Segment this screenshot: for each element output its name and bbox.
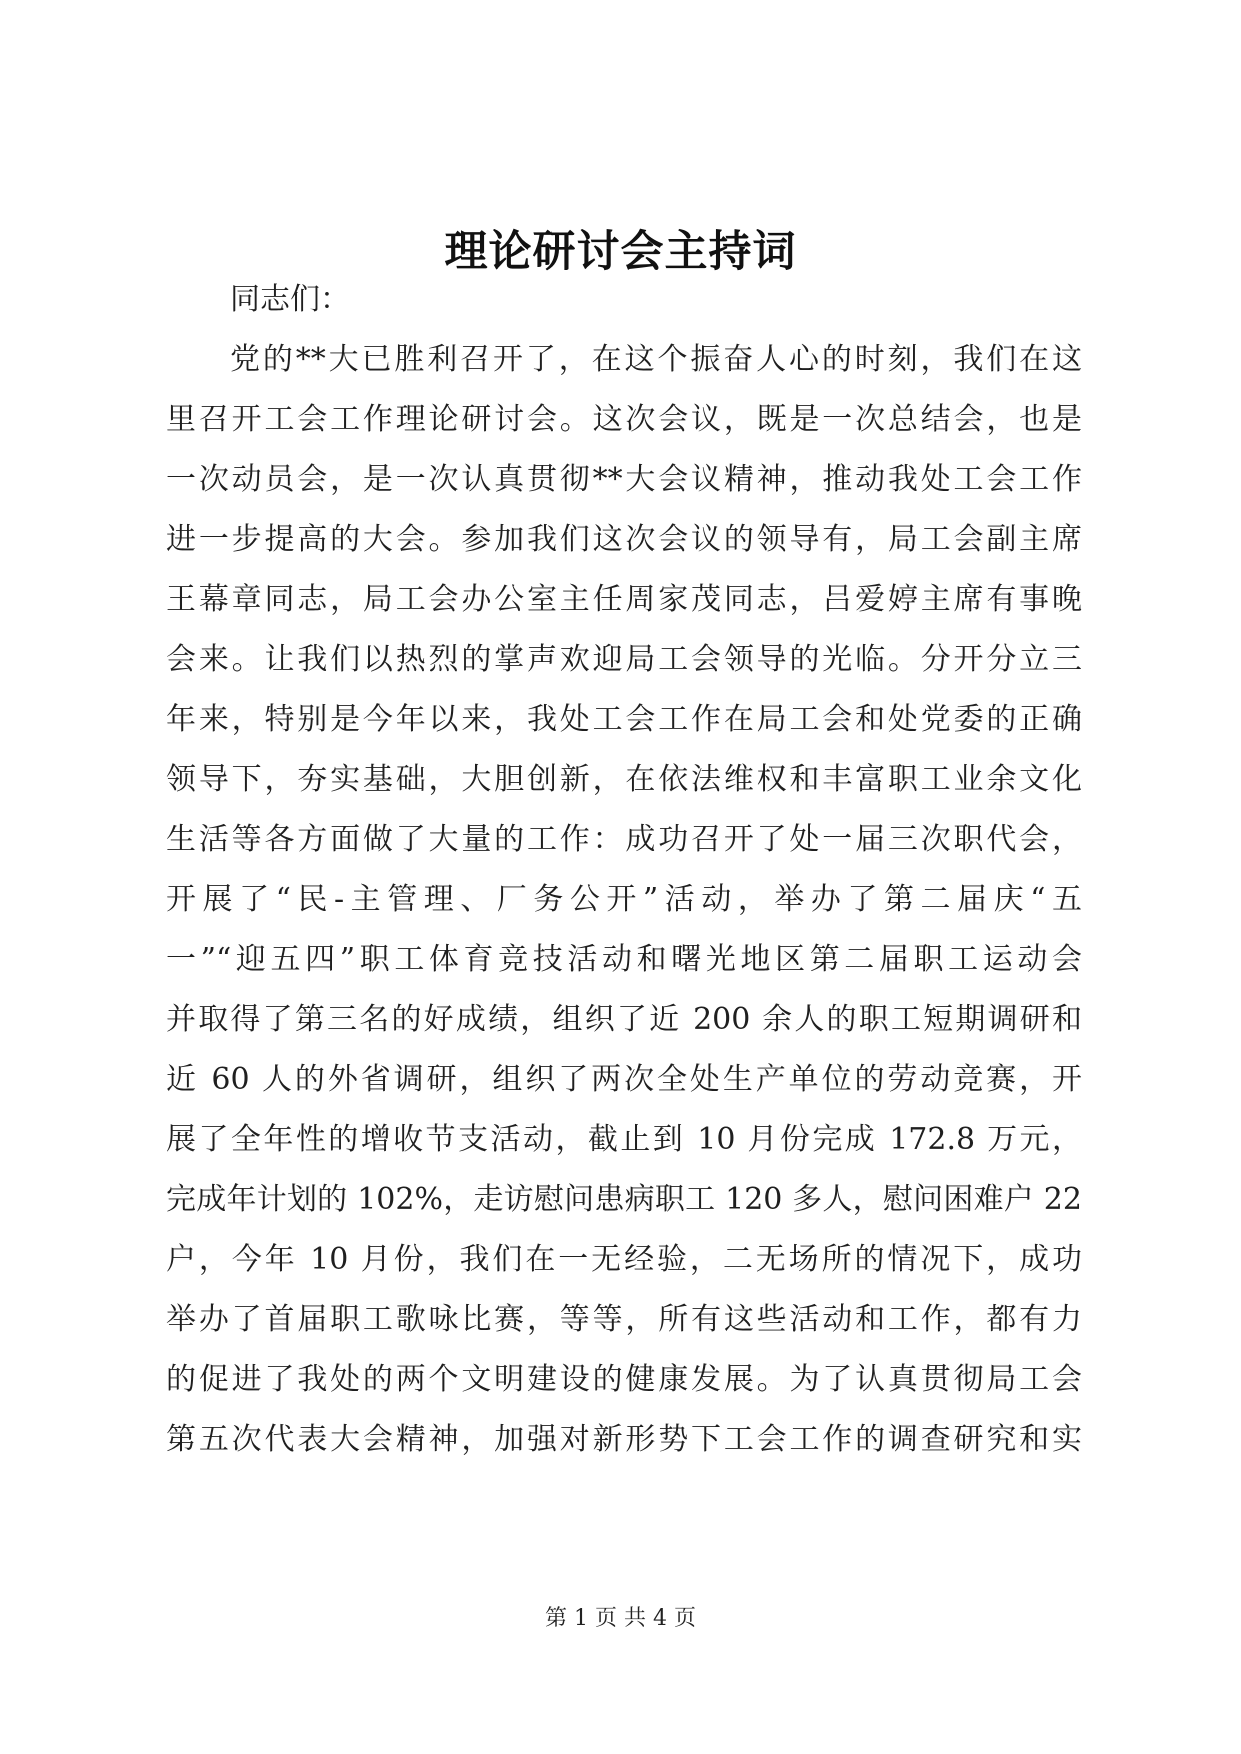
paragraph-line: 领导下，夯实基础，大胆创新，在依法维权和丰富职工业余文化 <box>166 762 1082 797</box>
page-footer <box>0 1604 1241 1634</box>
salutation: 同志们： <box>230 282 350 317</box>
paragraph-line: 户，今年 10 月份，我们在一无经验，二无场所的情况下，成功 <box>166 1242 1082 1277</box>
paragraph-line: 一”“迎五四”职工体育竞技活动和曙光地区第二届职工运动会 <box>166 942 1082 977</box>
paragraph-line: 生活等各方面做了大量的工作：成功召开了处一届三次职代会， <box>166 822 1082 857</box>
document-title: 理论研讨会主持词 <box>444 227 797 277</box>
paragraph-line: 年来，特别是今年以来，我处工会工作在局工会和处党委的正确 <box>166 702 1082 737</box>
document-body <box>166 270 1082 1470</box>
paragraph-line: 完成年计划的 102%，走访慰问患病职工 120 多人，慰问困难户 22 <box>166 1182 1082 1217</box>
paragraph-line: 并取得了第三名的好成绩，组织了近 200 余人的职工短期调研和 <box>166 1002 1082 1037</box>
paragraph-line: 第五次代表大会精神，加强对新形势下工会工作的调查研究和实 <box>166 1422 1082 1457</box>
paragraph-line: 进一步提高的大会。参加我们这次会议的领导有，局工会副主席 <box>166 522 1082 557</box>
paragraph-line: 王幕章同志，局工会办公室主任周家茂同志，吕爱婷主席有事晚 <box>166 582 1082 617</box>
paragraph-line: 举办了首届职工歌咏比赛，等等，所有这些活动和工作，都有力 <box>166 1302 1082 1337</box>
paragraph-line: 开展了“民-主管理、厂务公开”活动，举办了第二届庆“五 <box>166 882 1082 917</box>
paragraph-line: 里召开工会工作理论研讨会。这次会议，既是一次总结会，也是 <box>166 402 1082 437</box>
page-indicator: 第 1 页 共 4 页 <box>545 1606 696 1631</box>
paragraph-line: 一次动员会，是一次认真贯彻**大会议精神，推动我处工会工作 <box>166 462 1082 497</box>
paragraph-line: 会来。让我们以热烈的掌声欢迎局工会领导的光临。分开分立三 <box>166 642 1082 677</box>
paragraph-line: 展了全年性的增收节支活动，截止到 10 月份完成 172.8 万元， <box>166 1122 1082 1157</box>
paragraph-line: 的促进了我处的两个文明建设的健康发展。为了认真贯彻局工会 <box>166 1362 1082 1397</box>
paragraph-line: 党的**大已胜利召开了，在这个振奋人心的时刻，我们在这 <box>230 342 1082 377</box>
paragraph-line: 近 60 人的外省调研，组织了两次全处生产单位的劳动竞赛，开 <box>166 1062 1082 1097</box>
